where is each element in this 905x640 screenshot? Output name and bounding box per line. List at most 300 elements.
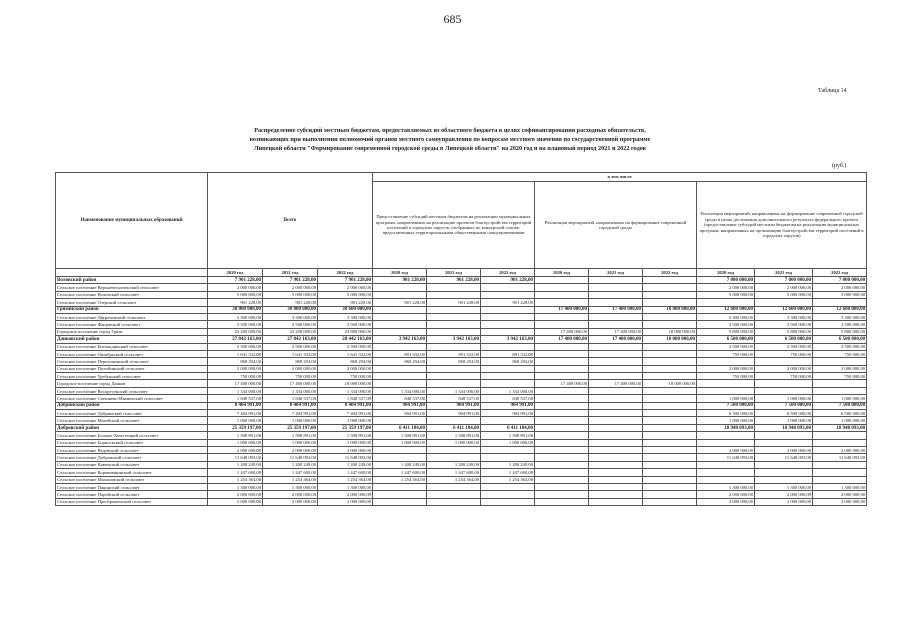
amount-cell: 8 404 991,00 — [208, 402, 263, 409]
amount-cell: 1 000 000,00 — [263, 417, 318, 424]
amount-cell — [535, 358, 589, 365]
amount-cell — [535, 313, 589, 320]
amount-cell: 5 000 000,00 — [697, 291, 755, 298]
amount-cell: 12 600 000,00 — [813, 306, 867, 313]
amount-cell: 2 000 000,00 — [755, 284, 813, 291]
amount-cell: 2 000 000,00 — [813, 498, 867, 505]
amount-cell: 5 000 000,00 — [208, 291, 263, 298]
amount-cell — [589, 284, 643, 291]
table-row — [56, 483, 867, 490]
amount-cell — [697, 358, 755, 365]
amount-cell — [427, 454, 481, 461]
amount-cell — [643, 395, 697, 402]
amount-cell: 2 000 000,00 — [263, 498, 318, 505]
amount-cell — [481, 284, 535, 291]
amount-cell: 868 294,00 — [263, 358, 318, 365]
header-group-3: Реализация мероприятий, направленных на формирование современной городской среды в целях достижения дополнительного результата федерального проекта (предоставление субсидий местным бюджетам на реализацию муниципальных программ, направленных на организацию благоустройства территорий поселений и городских округов) — [697, 182, 867, 269]
amount-cell: 30 000 000,00 — [263, 306, 318, 313]
amount-cell — [813, 432, 867, 439]
amount-cell — [643, 299, 697, 306]
amount-cell: 23 200 000,00 — [263, 328, 318, 335]
amount-cell: 2 000 000,00 — [755, 498, 813, 505]
amount-cell: 11 648 093,00 — [755, 454, 813, 461]
amount-cell — [373, 321, 427, 328]
municipality-name: Сельское поселение Фащевский сельсовет — [56, 321, 208, 328]
amount-cell — [481, 306, 535, 313]
header-group-2: Реализация мероприятий, направленных на формирование современной городской среды — [535, 182, 697, 269]
amount-cell: 901 228,00 — [427, 299, 481, 306]
amount-cell: 904 991,00 — [427, 402, 481, 409]
amount-cell — [697, 432, 755, 439]
header-group-1: Предоставление субсидий местным бюджетам на реализацию муниципальных программ, направленных на реализацию проектов благоустройства территорий поселений и городских округов, отобранных по конкурсной основе, представленных территориальными общественными самоуправлениями — [373, 182, 535, 269]
amount-cell — [535, 277, 589, 284]
amount-cell: 17 400 000,00 — [263, 380, 318, 387]
table-row — [56, 454, 867, 461]
amount-cell: 1 848 537,00 — [263, 395, 318, 402]
amount-cell — [589, 343, 643, 350]
amount-cell: 750 000,00 — [263, 373, 318, 380]
amount-cell: 28 442 163,00 — [318, 336, 373, 343]
amount-cell: 12 600 000,00 — [755, 306, 813, 313]
amount-cell — [535, 424, 589, 431]
amount-cell: 1 000 000,00 — [318, 439, 373, 446]
amount-cell — [697, 299, 755, 306]
amount-cell: 1 334 000,00 — [318, 387, 373, 394]
amount-cell — [589, 373, 643, 380]
amount-cell: 3 942 163,00 — [427, 336, 481, 343]
document-title — [190, 126, 710, 153]
table-row — [56, 439, 867, 446]
amount-cell — [643, 432, 697, 439]
table-row — [56, 476, 867, 483]
amount-cell — [643, 483, 697, 490]
amount-cell: 2 000 000,00 — [755, 446, 813, 453]
amount-cell — [643, 313, 697, 320]
amount-cell: 904 991,00 — [373, 402, 427, 409]
amount-cell: 868 294,00 — [427, 358, 481, 365]
table-row — [56, 365, 867, 372]
year-header: 2022 год — [318, 269, 373, 277]
table-row — [56, 446, 867, 453]
amount-cell: 2 000 000,00 — [318, 446, 373, 453]
amount-cell — [589, 483, 643, 490]
amount-cell: 1 508 891,00 — [208, 432, 263, 439]
amount-cell: 750 000,00 — [697, 373, 755, 380]
amount-cell — [589, 299, 643, 306]
amount-cell — [535, 343, 589, 350]
amount-cell: 1 447 600,00 — [318, 469, 373, 476]
amount-cell — [535, 476, 589, 483]
amount-cell — [813, 461, 867, 468]
amount-cell: 1 000 000,00 — [755, 395, 813, 402]
amount-cell: 7 000 000,00 — [697, 277, 755, 284]
amount-cell: 1 000 000,00 — [427, 439, 481, 446]
amount-cell: 2 000 000,00 — [318, 498, 373, 505]
amount-cell: 8 404 991,00 — [318, 402, 373, 409]
amount-cell: 1 254 364,00 — [318, 476, 373, 483]
amount-cell: 1 508 891,00 — [373, 432, 427, 439]
amount-cell: 6 500 000,00 — [813, 410, 867, 417]
amount-cell: 17 400 000,00 — [535, 336, 589, 343]
amount-cell: 3 300 000,00 — [208, 313, 263, 320]
amount-cell: 1 300 000,00 — [263, 483, 318, 490]
amount-cell — [535, 454, 589, 461]
amount-cell — [535, 491, 589, 498]
table-row — [56, 328, 867, 335]
amount-cell: 868 294,00 — [481, 358, 535, 365]
amount-cell: 25 359 197,00 — [318, 424, 373, 431]
amount-cell — [427, 313, 481, 320]
amount-cell — [755, 469, 813, 476]
unit-label: (руб.) — [832, 163, 847, 169]
amount-cell — [373, 343, 427, 350]
amount-cell — [589, 350, 643, 357]
amount-cell: 7 404 991,00 — [263, 410, 318, 417]
amount-cell — [373, 380, 427, 387]
municipality-name: Сельское поселение Борисовский сельсовет — [56, 439, 208, 446]
amount-cell — [535, 284, 589, 291]
district-row — [56, 277, 867, 284]
table-row — [56, 380, 867, 387]
amount-cell — [697, 439, 755, 446]
amount-cell: 6 411 104,00 — [481, 424, 535, 431]
amount-cell: 17 400 000,00 — [589, 336, 643, 343]
amount-cell: 1 334 000,00 — [263, 387, 318, 394]
amount-cell — [535, 321, 589, 328]
title-line: Распределение субсидий местным бюджетам, предоставляемых из областного бюджета в целях софинансирования расходных обязательств, — [254, 127, 646, 134]
amount-cell: 6 411 104,00 — [373, 424, 427, 431]
municipality-name: Городское поселение город Данков — [56, 380, 208, 387]
amount-cell — [535, 461, 589, 468]
amount-cell: 901 228,00 — [373, 299, 427, 306]
amount-cell: 1 641 332,00 — [208, 350, 263, 357]
amount-cell — [813, 439, 867, 446]
amount-cell — [755, 461, 813, 468]
amount-cell — [535, 446, 589, 453]
table-row — [56, 461, 867, 468]
municipality-name: Сельское поселение Воскресенский сельсовет — [56, 387, 208, 394]
amount-cell — [481, 291, 535, 298]
amount-cell: 2 000 000,00 — [208, 365, 263, 372]
amount-cell: 8 404 991,00 — [263, 402, 318, 409]
amount-cell: 3 942 163,00 — [481, 336, 535, 343]
amount-cell: 1 508 891,00 — [263, 432, 318, 439]
district-row — [56, 336, 867, 343]
table-row — [56, 387, 867, 394]
amount-cell — [481, 380, 535, 387]
amount-cell: 11 648 093,00 — [263, 454, 318, 461]
amount-cell — [697, 387, 755, 394]
amount-cell: 18 000 000,00 — [643, 306, 697, 313]
amount-cell: 1 000 000,00 — [373, 439, 427, 446]
amount-cell: 1 000 000,00 — [813, 395, 867, 402]
amount-cell: 2 000 000,00 — [263, 365, 318, 372]
amount-cell: 11 648 093,00 — [697, 454, 755, 461]
amount-cell: 1 000 000,00 — [697, 395, 755, 402]
municipality-name: Сельское поселение Воловский сельсовет — [56, 291, 208, 298]
amount-cell: 1 508 891,00 — [427, 432, 481, 439]
amount-cell: 1 200 249,00 — [263, 461, 318, 468]
amount-cell: 3 500 000,00 — [263, 343, 318, 350]
amount-cell — [481, 417, 535, 424]
amount-cell: 2 000 000,00 — [697, 365, 755, 372]
amount-cell: 2 000 000,00 — [813, 284, 867, 291]
amount-cell — [535, 469, 589, 476]
amount-cell: 23 800 000,00 — [318, 328, 373, 335]
municipality-name: Сельское поселение Преображенский сельсовет — [56, 498, 208, 505]
amount-cell — [373, 373, 427, 380]
amount-cell — [643, 439, 697, 446]
amount-cell: 3 500 000,00 — [263, 321, 318, 328]
amount-cell — [643, 350, 697, 357]
amount-cell — [373, 491, 427, 498]
amount-cell: 5 000 000,00 — [263, 291, 318, 298]
amount-cell — [643, 476, 697, 483]
amount-cell: 1 200 249,00 — [373, 461, 427, 468]
amount-cell: 17 400 000,00 — [535, 328, 589, 335]
amount-cell: 1 447 600,00 — [208, 469, 263, 476]
amount-cell: 1 254 364,00 — [208, 476, 263, 483]
amount-cell: 5 800 000,00 — [755, 328, 813, 335]
amount-cell: 7 404 991,00 — [208, 410, 263, 417]
amount-cell: 1 334 000,00 — [208, 387, 263, 394]
amount-cell — [481, 321, 535, 328]
amount-cell: 1 641 332,00 — [263, 350, 318, 357]
amount-cell: 7 000 000,00 — [755, 277, 813, 284]
amount-cell: 1 200 249,00 — [208, 461, 263, 468]
district-row — [56, 402, 867, 409]
amount-cell — [373, 446, 427, 453]
amount-cell: 1 200 249,00 — [318, 461, 373, 468]
amount-cell: 11 648 093,00 — [208, 454, 263, 461]
amount-cell — [643, 358, 697, 365]
header-total: Всего — [208, 173, 373, 269]
amount-cell: 1 300 000,00 — [697, 483, 755, 490]
amount-cell: 18 000 000,00 — [643, 336, 697, 343]
amount-cell: 1 000 000,00 — [813, 417, 867, 424]
amount-cell: 5 800 000,00 — [697, 328, 755, 335]
municipality-name: Сельское поселение Порейский сельсовет — [56, 491, 208, 498]
amount-cell: 750 000,00 — [318, 373, 373, 380]
amount-cell — [427, 446, 481, 453]
year-header: 2022 год — [643, 269, 697, 277]
table-row — [56, 491, 867, 498]
amount-cell: 750 000,00 — [755, 373, 813, 380]
amount-cell: 6 500 000,00 — [697, 410, 755, 417]
amount-cell — [643, 321, 697, 328]
amount-cell — [481, 498, 535, 505]
amount-cell: 750 000,00 — [697, 350, 755, 357]
amount-cell — [643, 446, 697, 453]
amount-cell — [643, 417, 697, 424]
amount-cell: 3 942 163,00 — [373, 336, 427, 343]
amount-cell — [589, 291, 643, 298]
amount-cell: 2 000 000,00 — [813, 491, 867, 498]
amount-cell — [427, 380, 481, 387]
amount-cell — [813, 469, 867, 476]
amount-cell: 2 000 000,00 — [263, 284, 318, 291]
amount-cell — [373, 313, 427, 320]
table-label: Таблица 14 — [818, 88, 847, 94]
amount-cell — [427, 498, 481, 505]
amount-cell — [643, 491, 697, 498]
year-blank — [56, 269, 208, 277]
municipality-name: Данковский район — [56, 336, 208, 343]
amount-cell: 17 400 000,00 — [589, 380, 643, 387]
amount-cell — [373, 483, 427, 490]
amount-cell: 5 000 000,00 — [813, 291, 867, 298]
amount-cell: 1 334 000,00 — [427, 387, 481, 394]
amount-cell — [535, 417, 589, 424]
amount-cell: 1 000 000,00 — [263, 439, 318, 446]
amount-cell — [427, 373, 481, 380]
amount-cell: 2 000 000,00 — [263, 491, 318, 498]
amount-cell: 17 400 000,00 — [589, 306, 643, 313]
amount-cell: 11 648 093,00 — [813, 454, 867, 461]
amount-cell — [589, 446, 643, 453]
amount-cell: 901 228,00 — [427, 277, 481, 284]
amount-cell — [813, 387, 867, 394]
year-header: 2022 год — [481, 269, 535, 277]
amount-cell — [589, 439, 643, 446]
amount-cell — [589, 424, 643, 431]
amount-cell: 18 000 000,00 — [318, 380, 373, 387]
amount-cell: 6 411 104,00 — [427, 424, 481, 431]
amount-cell: 1 300 000,00 — [208, 483, 263, 490]
amount-cell — [643, 424, 697, 431]
amount-cell: 30 600 000,00 — [318, 306, 373, 313]
amount-cell — [427, 365, 481, 372]
amount-cell — [589, 469, 643, 476]
municipality-name: Сельское поселение Панинский сельсовет — [56, 483, 208, 490]
amount-cell: 3 300 000,00 — [755, 313, 813, 320]
amount-cell: 1 447 600,00 — [427, 469, 481, 476]
amount-cell: 1 334 000,00 — [373, 387, 427, 394]
amount-cell — [755, 299, 813, 306]
amount-cell — [643, 387, 697, 394]
amount-cell — [643, 402, 697, 409]
amount-cell: 1 300 000,00 — [318, 483, 373, 490]
year-header: 2020 год — [208, 269, 263, 277]
amount-cell: 2 000 000,00 — [697, 284, 755, 291]
amount-cell — [755, 387, 813, 394]
amount-cell: 1 254 364,00 — [263, 476, 318, 483]
year-header: 2020 год — [373, 269, 427, 277]
amount-cell — [535, 387, 589, 394]
amount-cell: 27 842 163,00 — [263, 336, 318, 343]
amount-cell: 2 000 000,00 — [755, 491, 813, 498]
amount-cell: 1 000 000,00 — [755, 417, 813, 424]
amount-cell — [643, 291, 697, 298]
municipality-name: Сельское поселение Озерский сельсовет — [56, 299, 208, 306]
amount-cell: 6 500 000,00 — [697, 336, 755, 343]
amount-cell: 2 000 000,00 — [318, 284, 373, 291]
amount-cell: 3 500 000,00 — [208, 343, 263, 350]
amount-cell — [427, 491, 481, 498]
amount-cell: 3 500 000,00 — [813, 321, 867, 328]
amount-cell: 17 400 000,00 — [535, 306, 589, 313]
amount-cell: 18 948 093,00 — [755, 424, 813, 431]
amount-cell: 2 000 000,00 — [208, 491, 263, 498]
amount-cell — [535, 373, 589, 380]
amount-cell — [643, 284, 697, 291]
amount-cell — [427, 483, 481, 490]
amount-cell: 1 508 891,00 — [318, 432, 373, 439]
amount-cell: 1 848 537,00 — [208, 395, 263, 402]
amount-cell: 3 500 000,00 — [755, 343, 813, 350]
amount-cell: 2 000 000,00 — [813, 365, 867, 372]
amount-cell — [589, 476, 643, 483]
amount-cell: 2 000 000,00 — [208, 284, 263, 291]
municipality-name: Сельское поселение Махоновский сельсовет — [56, 476, 208, 483]
amount-cell: 3 500 000,00 — [697, 343, 755, 350]
amount-cell: 3 500 000,00 — [208, 321, 263, 328]
amount-cell: 2 000 000,00 — [755, 365, 813, 372]
amount-cell: 27 842 163,00 — [208, 336, 263, 343]
amount-cell: 901 228,00 — [481, 277, 535, 284]
amount-cell: 1 254 364,00 — [481, 476, 535, 483]
year-header: 2021 год — [755, 269, 813, 277]
amount-cell — [589, 491, 643, 498]
amount-cell: 7 500 000,00 — [755, 402, 813, 409]
amount-cell: 1 447 600,00 — [373, 469, 427, 476]
amount-cell: 18 000 000,00 — [643, 328, 697, 335]
amount-cell: 750 000,00 — [813, 350, 867, 357]
amount-cell: 901 228,00 — [208, 299, 263, 306]
amount-cell: 848 537,00 — [481, 395, 535, 402]
municipality-name: Сельское поселение Спешнево-Ивановский сельсовет — [56, 395, 208, 402]
amount-cell: 5 800 000,00 — [813, 328, 867, 335]
amount-cell: 750 000,00 — [208, 373, 263, 380]
amount-cell — [535, 498, 589, 505]
amount-cell: 904 991,00 — [427, 410, 481, 417]
amount-cell — [373, 284, 427, 291]
amount-cell: 868 294,00 — [373, 358, 427, 365]
municipality-name: Сельское поселение Перехоженский сельсовет — [56, 358, 208, 365]
amount-cell: 1 300 000,00 — [813, 483, 867, 490]
amount-cell: 18 948 093,00 — [813, 424, 867, 431]
amount-cell: 904 991,00 — [481, 410, 535, 417]
amount-cell: 25 359 197,00 — [208, 424, 263, 431]
amount-cell — [755, 439, 813, 446]
amount-cell — [643, 373, 697, 380]
amount-cell — [589, 387, 643, 394]
amount-cell: 5 000 000,00 — [755, 291, 813, 298]
amount-cell: 18 000 000,00 — [643, 380, 697, 387]
amount-cell — [535, 432, 589, 439]
amount-cell — [589, 395, 643, 402]
amount-cell — [427, 343, 481, 350]
amount-cell — [643, 498, 697, 505]
amount-cell: 17 400 000,00 — [208, 380, 263, 387]
amount-cell — [535, 350, 589, 357]
amount-cell: 7 901 228,00 — [318, 277, 373, 284]
amount-cell: 3 300 000,00 — [318, 313, 373, 320]
amount-cell: 7 500 000,00 — [697, 402, 755, 409]
amount-cell: 1 000 000,00 — [208, 417, 263, 424]
table-row — [56, 469, 867, 476]
municipality-name: Сельское поселение Двуреченский сельсовет — [56, 313, 208, 320]
amount-cell — [481, 365, 535, 372]
amount-cell — [755, 432, 813, 439]
municipality-name: Грязинский район — [56, 306, 208, 313]
table-row — [56, 432, 867, 439]
amount-cell — [373, 328, 427, 335]
table-row — [56, 299, 867, 306]
amount-cell: 3 300 000,00 — [697, 313, 755, 320]
amount-cell — [589, 454, 643, 461]
amount-cell: 1 300 000,00 — [755, 483, 813, 490]
